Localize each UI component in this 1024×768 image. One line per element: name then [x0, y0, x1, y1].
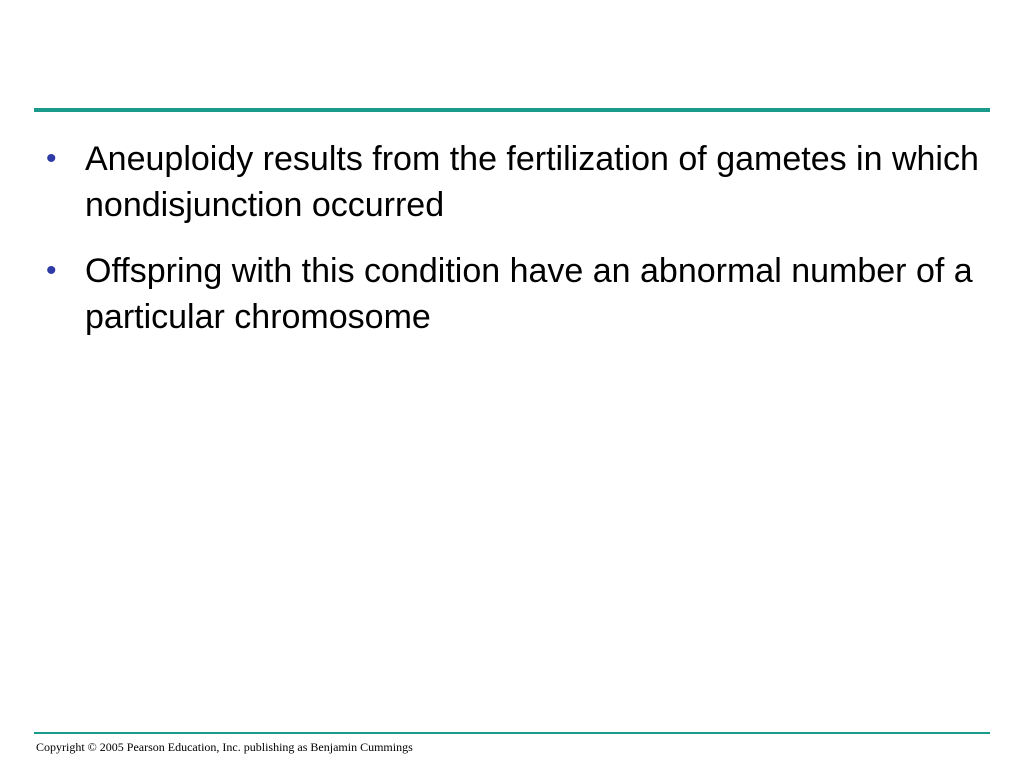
- bullet-text: Aneuploidy results from the fertilization of gametes in which nondisjunction occurred: [85, 140, 979, 224]
- bottom-divider: [34, 732, 990, 734]
- copyright-footer: Copyright © 2005 Pearson Education, Inc. publishing as Benjamin Cummings: [36, 740, 413, 754]
- bullet-text: Offspring with this condition have an abnormal number of a particular chromosome: [85, 252, 973, 336]
- bullet-dot-icon: •: [46, 142, 57, 175]
- bullet-list: [46, 136, 996, 360]
- bullet-item: [46, 248, 996, 340]
- top-divider: [34, 108, 990, 112]
- bullet-dot-icon: •: [46, 254, 57, 287]
- bullet-item: [46, 136, 996, 228]
